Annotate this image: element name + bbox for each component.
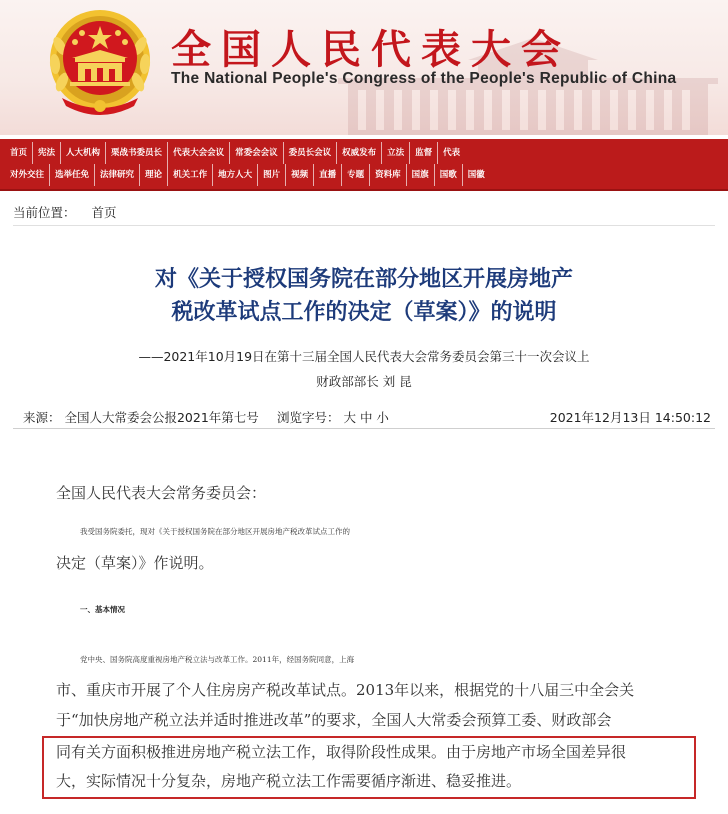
article-datetime: 2021年12月13日 14:50:12: [549, 410, 711, 425]
nav-item-national-anthem[interactable]: 国歌: [435, 164, 463, 186]
paragraph-2-line-5: 大，实际情况十分复杂，房地产税立法工作需要循序渐进、稳妥推进。: [56, 772, 522, 790]
highlight-annotation-box: [42, 736, 696, 799]
site-title-english: The National People's Congress of the People's Republic of China: [171, 70, 677, 87]
paragraph-2-line-4: 同有关方面积极推进房地产税立法工作，取得阶段性成果。由于房地产市场全国差异很: [56, 743, 627, 761]
nav-item-foreign-affairs[interactable]: 对外交往: [10, 164, 50, 186]
site-header: [0, 0, 728, 135]
nav-item-local-npc[interactable]: 地方人大: [213, 164, 258, 186]
nav-item-deputies[interactable]: 代表: [443, 148, 461, 158]
paragraph-1-line-2: 决定（草案）》作说明。: [56, 554, 214, 572]
nav-item-theory[interactable]: 理论: [140, 164, 168, 186]
article-title-line-2: 税改革试点工作的决定（草案）》的说明: [171, 299, 557, 325]
article-author: 财政部部长 刘 昆: [316, 374, 412, 389]
section-heading: 一、基本情况: [80, 605, 125, 614]
nav-item-office-work[interactable]: 机关工作: [168, 164, 213, 186]
paragraph-1-line-1: 我受国务院委托，现对《关于授权国务院在部分地区开展房地产税改革试点工作的: [80, 527, 350, 536]
nav-item-npc-institutions[interactable]: 人大机构: [61, 142, 106, 164]
paragraph-2-line-2: 市、重庆市开展了个人住房房产税改革试点。2013年以来，根据党的十八届三中全会关: [56, 681, 635, 699]
main-navigation: [0, 139, 728, 189]
nav-divider: [0, 189, 728, 191]
article-title-line-1: 对《关于授权国务院在部分地区开展房地产: [154, 266, 573, 292]
national-emblem-icon: [42, 6, 158, 118]
site-title-chinese: 全国人民代表大会: [171, 27, 571, 73]
nav-item-database[interactable]: 资料库: [370, 164, 407, 186]
nav-item-legal-research[interactable]: 法律研究: [95, 164, 140, 186]
breadcrumb-link-home[interactable]: 首页: [91, 205, 117, 220]
nav-item-chairman[interactable]: 栗战书委员长: [106, 142, 168, 164]
breadcrumb: [13, 203, 715, 226]
nav-item-pictures[interactable]: 图片: [258, 164, 286, 186]
nav-item-legislation[interactable]: 立法: [382, 142, 410, 164]
nav-row-secondary: [10, 164, 728, 186]
nav-item-official-release[interactable]: 权威发布: [337, 142, 382, 164]
breadcrumb-label: 当前位置：: [13, 205, 76, 220]
article-source: 来源： 全国人大常委会公报2021年第七号: [23, 410, 259, 425]
nav-item-videos[interactable]: 视频: [286, 164, 314, 186]
font-size-selector[interactable]: 浏览字号： 大 中 小: [277, 410, 389, 425]
salutation: 全国人民代表大会常务委员会：: [56, 484, 267, 502]
nav-item-home[interactable]: 首页: [10, 142, 33, 164]
nav-item-standing-committee-sessions[interactable]: 常委会会议: [230, 142, 284, 164]
paragraph-2-line-1: 党中央、国务院高度重视房地产税立法与改革工作。2011年，经国务院同意，上海: [80, 655, 355, 664]
nav-item-live[interactable]: 直播: [314, 164, 342, 186]
nav-item-elections-appointments[interactable]: 选举任免: [50, 164, 95, 186]
nav-item-supervision[interactable]: 监督: [410, 142, 438, 164]
nav-item-constitution[interactable]: 宪法: [33, 142, 61, 164]
nav-row-primary: [10, 142, 728, 164]
paragraph-2-line-3: 于“加快房地产税立法并适时推进改革”的要求，全国人大常委会预算工委、财政部会: [56, 711, 612, 729]
nav-item-national-emblem[interactable]: 国徽: [467, 170, 485, 180]
nav-item-topics[interactable]: 专题: [342, 164, 370, 186]
article-meta-bar: [13, 402, 715, 429]
nav-item-chairmen-council[interactable]: 委员长会议: [284, 142, 338, 164]
article-subtitle: ——2021年10月19日在第十三届全国人民代表大会常务委员会第三十一次会议上: [138, 349, 590, 364]
nav-item-national-flag[interactable]: 国旗: [407, 164, 435, 186]
nav-item-congress-sessions[interactable]: 代表大会会议: [168, 142, 230, 164]
